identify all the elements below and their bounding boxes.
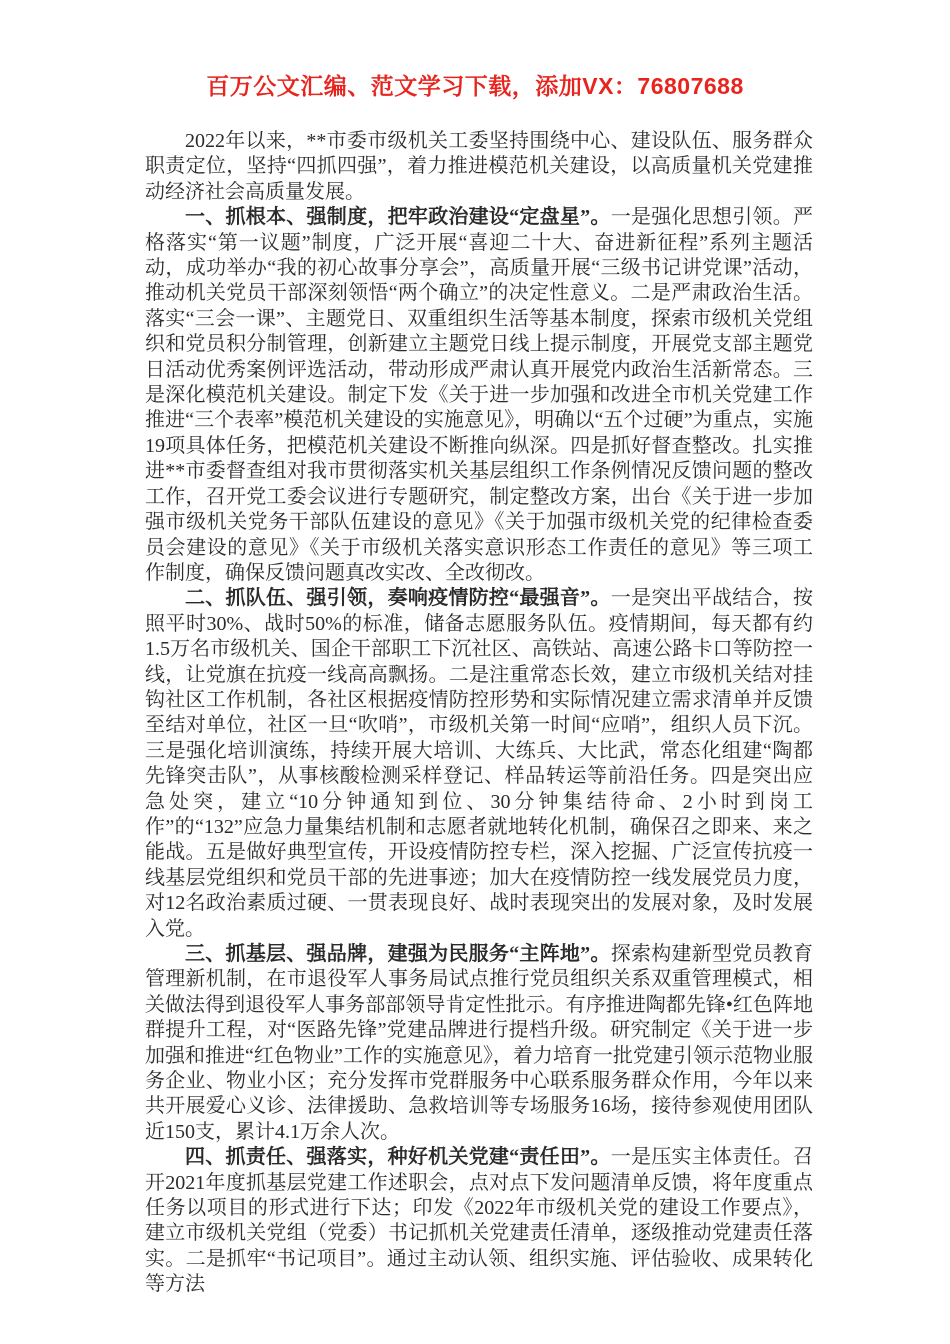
section-2-text: 一是突出平战结合，按照平时30%、战时50%的标准，储备志愿服务队伍。疫情期间，每天都有约1.5万名市级机关、国企干部职工下沉社区、高铁站、高速公路卡口等防控一线，让党旗在抗疫一线高高飘扬。二是注重常态长效，建立市级机关结对挂钩社区工作机制，各社区根据疫情防控形势和实际情况建立需求清单并反馈至结对单位，社区一旦“吹哨”，市级机关第一时间“应哨”，组织人员下沉。三是强化培训演练，持续开展大培训、大练兵、大比武，常态化组建“陶都先锋突击队”，从事核酸检测采样登记、样品转运等前沿任务。四是突出应急处突，建立“10分钟通知到位、30分钟集结待命、2小时到岗工作”的“132”应急力量集结机制和志愿者就地转化机制，确保召之即来、来之能战。五是做好典型宣传，开设疫情防控专栏，深入挖掘、广泛宣传抗疫一线基层党组织和党员干部的先进事迹；加大在疫情防控一线发展党员力度，对12名政治素质过硬、一贯表现良好、战时表现突出的发展对象，及时发展入党。 bbox=[145, 587, 814, 940]
promo-header-text: 百万公文汇编、范文学习下载，添加VX：76807688 bbox=[206, 73, 744, 99]
section-1-heading: 一、抓根本、强制度，把牢政治建设“定盘星”。 bbox=[185, 206, 611, 229]
section-4-heading: 四、抓责任、强落实，种好机关党建“责任田”。 bbox=[185, 1146, 611, 1169]
section-1-text: 一是强化思想引领。严格落实“第一议题”制度，广泛开展“喜迎二十大、奋进新征程”系列主题活动，成功举办“我的初心故事分享会”，高质量开展“三级书记讲党课”活动，推动机关党员干部深刻领悟“两个确立”的决定性意义。二是严肃政治生活。落实“三会一课”、主题党日、双重组织生活等基本制度，探索市级机关党组织和党员积分制管理，创新建立主题党日线上提示制度，开展党支部主题党日活动优秀案例评选活动，带动形成严肃认真开展党内政治生活新常态。三是深化模范机关建设。制定下发《关于进一步加强和改进全市机关党建工作 推进“三个表率”模范机关建设的实施意见》，明确以“五个过硬”为重点，实施19项具体任务，把模范机关建设不断推向纵深。四是抓好督查整改。扎实推进**市委督查组对我市贯彻落实机关基层组织工作条例情况反馈问题的整改工作，召开党工委会议进行专题研究，制定整改方案，出台《关于进一步加强市级机关党务干部队伍建设的意见》《关于加强市级机关党的纪律检查委员会建设的意见》《关于市级机关落实意识形态工作责任的意见》等三项工作制度，确保反馈问题真改实改、全改彻改。 bbox=[145, 206, 814, 584]
section-1-paragraph bbox=[145, 205, 813, 586]
section-3-paragraph bbox=[145, 942, 813, 1145]
section-2-heading: 二、抓队伍、强引领，奏响疫情防控“最强音”。 bbox=[185, 587, 611, 610]
section-4-paragraph bbox=[145, 1145, 813, 1297]
section-3-text: 探索构建新型党员教育管理新机制，在市退役军人事务局试点推行党员组织关系双重管理模式，相关做法得到退役军人事务部部领导肯定性批示。有序推进陶都先锋•红色阵地群提升工程，对“医路先锋”党建品牌进行提档升级。研究制定《关于进一步加强和推进“红色物业”工作的实施意见》，着力培育一批党建引领示范物业服务企业、物业小区；充分发挥市党群服务中心联系服务群众作用，今年以来共开展爱心义诊、法律援助、急救培训等专场服务16场，接待参观使用团队近150支，累计4.1万余人次。 bbox=[145, 943, 814, 1143]
section-2-paragraph bbox=[145, 586, 813, 942]
section-3-heading: 三、抓基层、强品牌，建强为民服务“主阵地”。 bbox=[185, 943, 611, 965]
section-4-text: 一是压实主体责任。召开2021年度抓基层党建工作述职会，点对点下发问题清单反馈，将年度重点任务以项目的形式进行下达；印发《2022年市级机关党的建设工作要点》，建立市级机关党组（党委）书记抓机关党建责任清单，逐级推动党建责任落实。二是抓牢“书记项目”。通过主动认领、组织实施、评估验收、成果转化等方法 bbox=[145, 1146, 814, 1296]
document-body bbox=[145, 129, 813, 1298]
intro-paragraph bbox=[145, 129, 813, 205]
intro-paragraph-text: 2022年以来，**市委市级机关工委坚持围绕中心、建设队伍、服务群众职责定位，坚持“四抓四强”，着力推进模范机关建设，以高质量机关党建推动经济社会高质量发展。 bbox=[145, 130, 813, 203]
